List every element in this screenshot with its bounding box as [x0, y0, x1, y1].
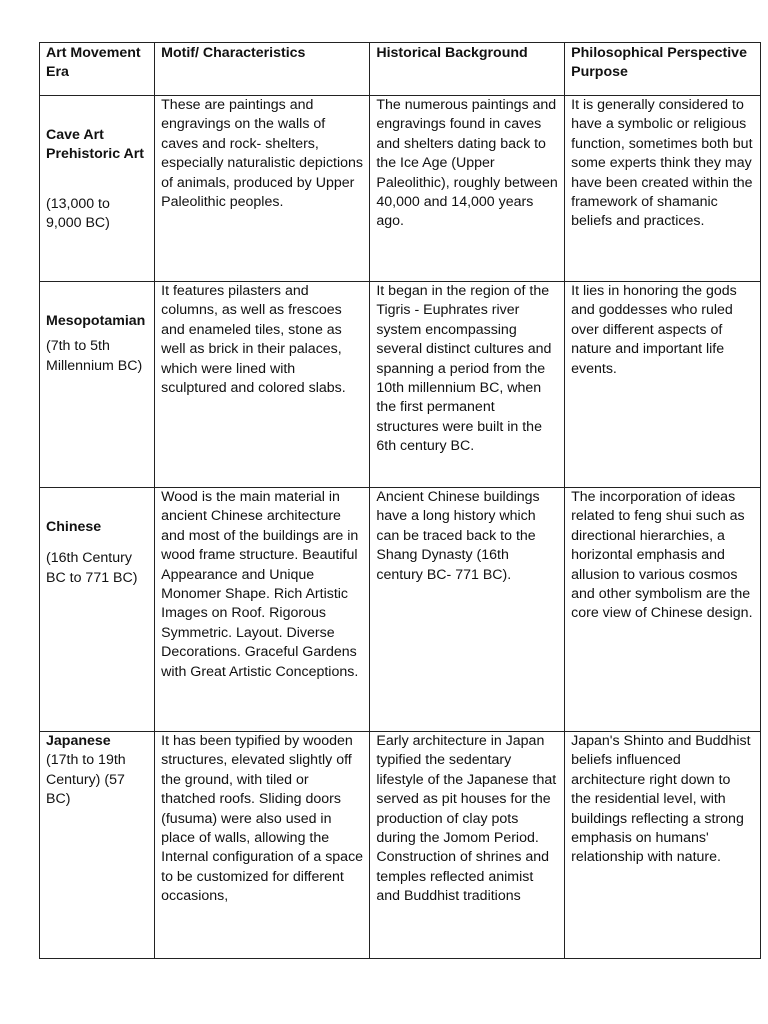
header-history: Historical Background	[370, 43, 565, 96]
era-name: Cave Art Prehistoric Art	[46, 127, 145, 163]
philosophy-cell	[565, 96, 761, 282]
era-cell	[40, 488, 155, 732]
history-text: Early architecture in Japan typified the sedentary lifestyle of the Japanese that served as pit houses for the production of clay pots during the Jomom Period. Construction of shrines and temples reflected animist and Buddhist traditions	[376, 733, 557, 905]
header-row	[40, 43, 761, 96]
history-text: It began in the region of the Tigris - Euphrates river system encompassing several distinct cultures and spanning a period from the 10th millennium BC, when the first permanent structures were built in the 6th century BC.	[376, 283, 552, 455]
motif-cell	[155, 732, 370, 959]
era-name: Japanese	[46, 733, 111, 749]
philosophy-text: The incorporation of ideas related to feng shui such as directional hierarchies, a horizontal emphasis and allusion to various cosmos and other symbolism are the core view of Chinese design.	[571, 489, 753, 622]
era-cell	[40, 282, 155, 488]
history-text: Ancient Chinese buildings have a long history which can be traced back to the Shang Dynasty (16th century BC- 771 BC).	[376, 489, 540, 583]
motif-cell	[155, 282, 370, 488]
era-cell	[40, 96, 155, 282]
era-name: Chinese	[46, 519, 102, 535]
era-dates: (13,000 to 9,000 BC)	[46, 195, 110, 232]
history-cell	[370, 96, 565, 282]
art-movement-table	[39, 42, 761, 959]
table-header	[40, 43, 761, 96]
table-row	[40, 488, 761, 732]
table-row	[40, 282, 761, 488]
motif-cell	[155, 488, 370, 732]
era-name: Mesopotamian	[46, 313, 146, 329]
table-row	[40, 732, 761, 959]
era-cell	[40, 732, 155, 959]
motif-text: It features pilasters and columns, as well as frescoes and enameled tiles, stone as well as brick in their palaces, which were lined with sculptured and colored slabs.	[161, 283, 346, 397]
era-dates: (16th Century BC to 771 BC)	[46, 550, 138, 586]
philosophy-text: It lies in honoring the gods and goddesses who ruled over different aspects of nature and important life events.	[571, 283, 737, 377]
history-cell	[370, 282, 565, 488]
history-cell	[370, 488, 565, 732]
motif-text: Wood is the main material in ancient Chinese architecture and most of the buildings are in wood frame structure. Beautiful Appearance and Unique Monomer Shape. Rich Artistic Images on Roof. Rigorous Symmetric. Layout. Diverse Decorations. Graceful Gardens with Great Artistic Conceptions.	[161, 489, 359, 680]
philosophy-text: Japan's Shinto and Buddhist beliefs influenced architecture right down to the residential level, with buildings reflecting a strong emphasis on humans' relationship with nature.	[571, 733, 751, 866]
header-philosophy: Philosophical Perspective Purpose	[565, 43, 761, 96]
header-era: Art Movement Era	[40, 43, 155, 96]
motif-cell	[155, 96, 370, 282]
era-dates: (17th to 19th Century) (57 BC)	[46, 752, 126, 808]
philosophy-cell	[565, 488, 761, 732]
history-text: The numerous paintings and engravings found in caves and shelters dating back to the Ice Age (Upper Paleolithic), roughly between 40,000 and 14,000 years ago.	[376, 97, 558, 230]
motif-text: These are paintings and engravings on the walls of caves and rock- shelters, especially naturalistic depictions of animals, produced by Upper Paleolithic peoples.	[161, 97, 364, 211]
philosophy-cell	[565, 732, 761, 959]
era-dates: (7th to 5th Millennium BC)	[46, 338, 143, 374]
motif-text: It has been typified by wooden structures, elevated slightly off the ground, with tiled or thatched roofs. Sliding doors (fusuma) were also used in place of walls, allowing the Internal configuration of a space to be customized for different occasions,	[161, 733, 364, 905]
table-row	[40, 96, 761, 282]
header-motif: Motif/ Characteristics	[155, 43, 370, 96]
history-cell	[370, 732, 565, 959]
philosophy-cell	[565, 282, 761, 488]
philosophy-text: It is generally considered to have a symbolic or religious function, sometimes both but some experts think they may have been created within the framework of shamanic beliefs and practices.	[571, 97, 753, 230]
